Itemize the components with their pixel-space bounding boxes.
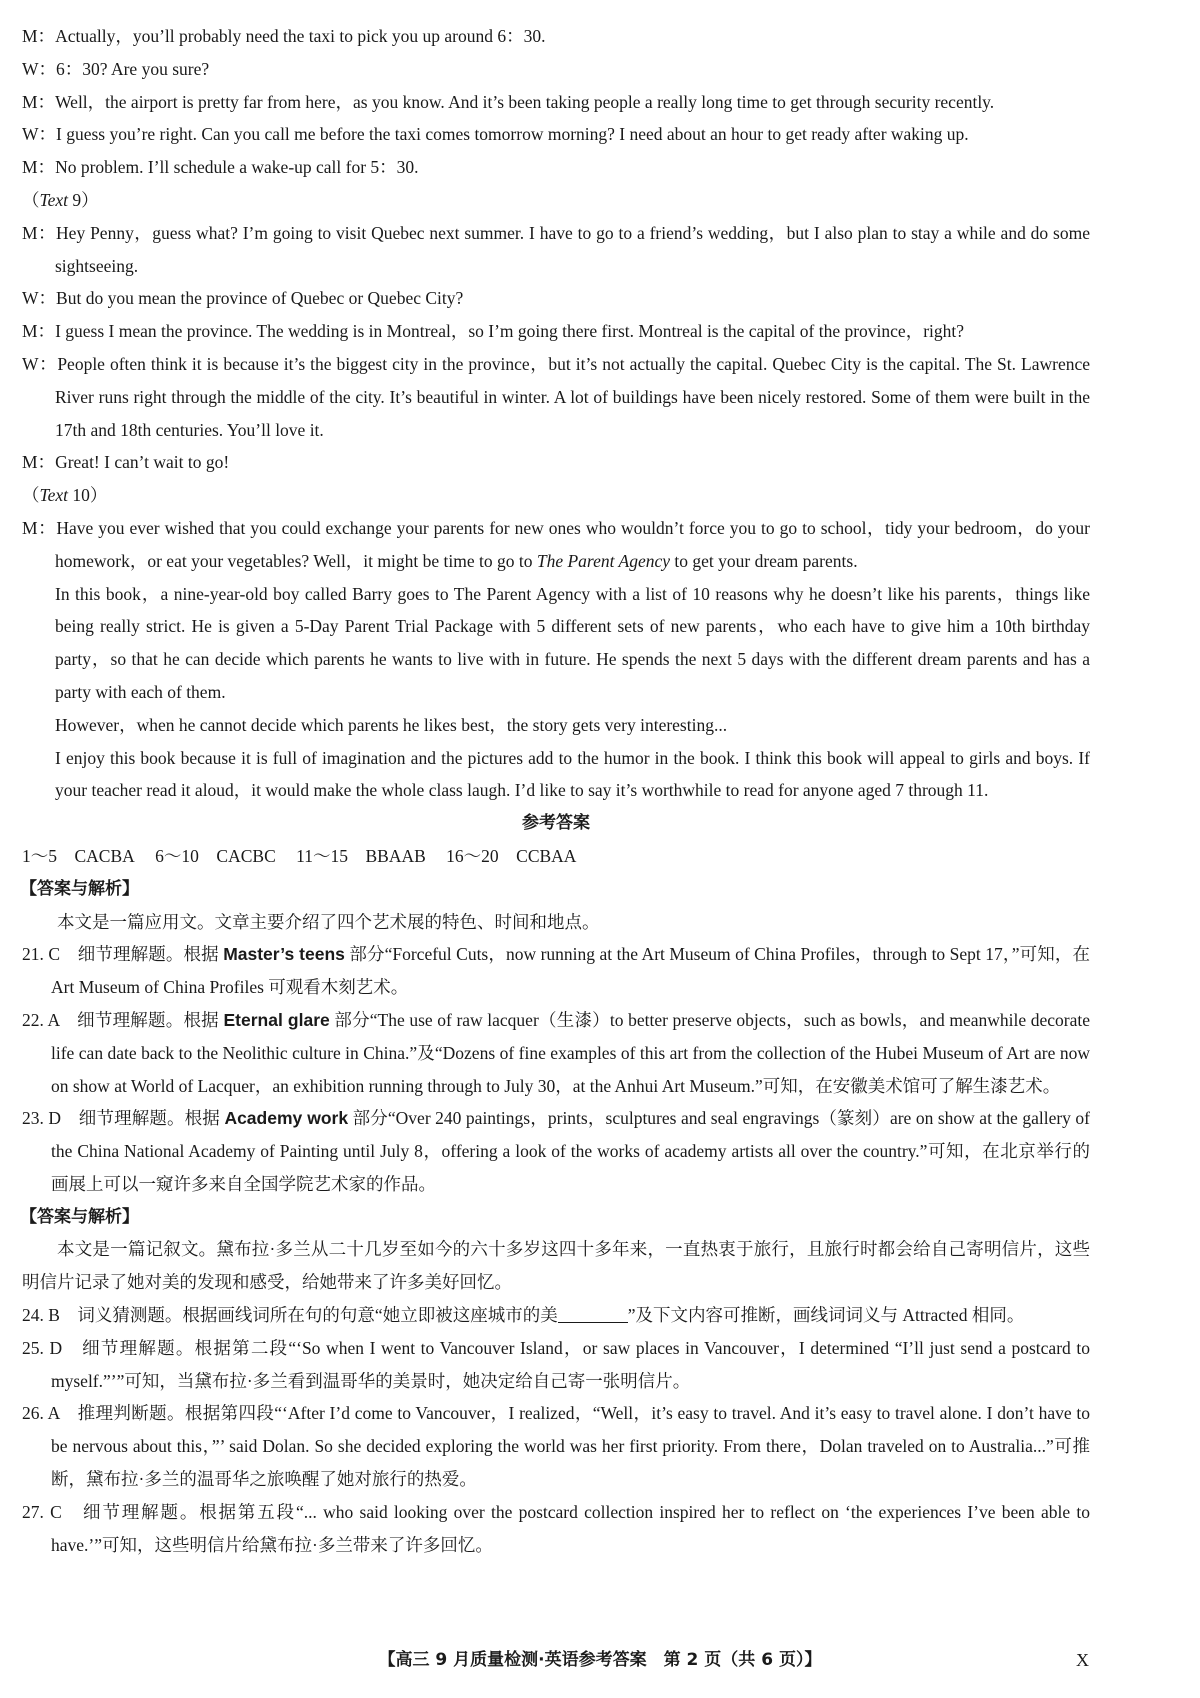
- dialogue-text: But do you mean the province of Quebec or Quebec City?: [56, 288, 464, 309]
- dialogue-line: [22, 86, 1090, 119]
- analysis-heading: 【答案与解析】: [20, 878, 139, 899]
- analysis-section-2: [22, 1201, 1090, 1562]
- analysis-intro: 本文是一篇记叙文。黛布拉·多兰从二十几岁至如今的六十多岁这四十多年来，一直热衷于旅行，且旅行时都会给自己寄明信片，这些明信片记录了她对美的发现和感受，给她带来了许多美好回忆。: [22, 1239, 1090, 1293]
- speaker-label: M：: [22, 157, 56, 178]
- item-number: 25. D: [22, 1337, 63, 1358]
- dialogue-line: [22, 348, 1090, 446]
- monologue-paragraph: However，when he cannot decide which parents he likes best，the story gets very interesting...: [55, 714, 728, 735]
- page-footer: [0, 1644, 1200, 1674]
- monologue-paragraph: M：Have you ever wished that you could exchange your parents for new ones who wouldn’t force you to go to school，tidy your bedroom，do your homework，or eat your vegetables? Well，it might be time to go to The Parent Agency to get your dream parents.: [22, 517, 1090, 571]
- dialogue-line: [22, 446, 1090, 479]
- item-number: 22. A: [22, 1009, 60, 1030]
- answer-key-group: 1～5 CACBA: [22, 845, 135, 866]
- speaker-label: M：: [22, 517, 57, 538]
- dialogue-line: [22, 282, 1090, 315]
- answer-key-page: [22, 20, 1090, 1561]
- answer-key-group: 11～15 BBAAB: [296, 845, 426, 866]
- analysis-intro: 本文是一篇应用文。文章主要介绍了四个艺术展的特色、时间和地点。: [57, 911, 600, 932]
- answers-heading: 参考答案: [522, 813, 590, 834]
- text-9-label: （Text 9）: [22, 189, 99, 210]
- analysis-item: 22. A 细节理解题。根据 Eternal glare 部分“The use of raw lacquer（生漆）to better preserve objects，such as bowls，and meanwhile decorate life can date back to the Neolithic culture in China.”及“Dozens of fine examples of this art from the collection of the Hubei Museum of Art are now on show at World of Lacquer，an exhibition running through to July 30，at the Anhui Art Museum.”可知，在安徽美术馆可了解生漆艺术。: [22, 1009, 1090, 1096]
- speaker-label: M：: [22, 222, 57, 243]
- dialogue-text: I guess you’re right. Can you call me before the taxi comes tomorrow morning? I need about an hour to get ready after waking up.: [56, 124, 969, 145]
- dialogue-text: People often think it is because it’s the biggest city in the province，but it’s not actually the capital. Quebec City is the capital. The St. Lawrence River runs right through the middle of the city. It’s beautiful in winter. A lot of buildings have been nicely restored. Some of them were built in the 17th and 18th centuries. You’ll love it.: [55, 353, 1090, 440]
- answer-key-group: 16～20 CCBAA: [446, 845, 577, 866]
- analysis-item: 21. C 细节理解题。根据 Master’s teens 部分“Forceful Cuts，now running at the Art Museum of China Profiles，through to Sept 17，”可知，在 Art Museum of China Profiles 可观看木刻艺术。: [22, 944, 1090, 998]
- answer-keys: [22, 840, 1090, 873]
- book-title: The Parent Agency: [536, 550, 670, 571]
- dialogue-line: [22, 151, 1090, 184]
- analysis-heading: 【答案与解析】: [20, 1206, 139, 1227]
- speaker-label: M：: [22, 26, 56, 46]
- item-number: 27. C: [22, 1501, 62, 1522]
- dialogue-line: [22, 315, 1090, 348]
- text-10-section: [22, 479, 1090, 807]
- dialogue-line: [22, 53, 1090, 86]
- dialogue-text: Actually，you’ll probably need the taxi to pick you up around 6：30.: [55, 26, 546, 46]
- footer-mark: X: [1076, 1650, 1089, 1670]
- speaker-label: W：: [22, 288, 57, 309]
- fill-blank: [558, 1304, 628, 1323]
- dialogue-text: I guess I mean the province. The wedding is in Montreal，so I’m going there first. Montreal is the capital of the province，right?: [55, 321, 965, 342]
- answer-key-group: 6～10 CACBC: [155, 845, 276, 866]
- item-number: 26. A: [22, 1403, 60, 1424]
- text-9-section: [22, 184, 1090, 479]
- speaker-label: W：: [22, 353, 58, 374]
- footer-text: 【高三 9 月质量检测·英语参考答案 第 2 页（共 6 页）】: [378, 1650, 822, 1670]
- speaker-label: M：: [22, 321, 56, 342]
- text-10-label: （Text 10）: [22, 485, 108, 506]
- monologue-paragraph: I enjoy this book because it is full of imagination and the pictures add to the humor in the book. I think this book will appeal to girls and boys. If your teacher read it aloud，it would make the whole class laugh. I’d like to say it’s worthwhile to read for anyone aged 7 through 11.: [55, 747, 1090, 801]
- analysis-item: 24. B 词义猜测题。根据画线词所在句的句意“她立即被这座城市的美 ”及下文内容可推断，画线词词义与 Attracted 相同。: [22, 1305, 1025, 1326]
- speaker-label: W：: [22, 58, 57, 79]
- speaker-label: M：: [22, 452, 56, 473]
- dialogue-line: [22, 20, 1090, 53]
- speaker-label: M：: [22, 91, 56, 112]
- item-number: 21. C: [22, 944, 61, 965]
- dialogue-line: [22, 118, 1090, 151]
- analysis-section-1: [22, 873, 1090, 1201]
- analysis-item: 26. A 推理判断题。根据第四段“‘After I’d come to Vancouver，I realized，“Well，it’s easy to travel. And it’s easy to travel alone. I don’t have to be nervous about this，”’ said Dolan. So she decided exploring the world was her first priority. From there，Dolan traveled on to Australia...”可推断，黛布拉·多兰的温哥华之旅唤醒了她对旅行的热爱。: [22, 1403, 1090, 1490]
- dialogue-text: Well，the airport is pretty far from here，as you know. And it’s been taking people a really long time to get through security recently.: [55, 91, 995, 112]
- item-number: 24. B: [22, 1305, 60, 1326]
- dialogue-text: Great! I can’t wait to go!: [55, 452, 230, 473]
- dialogue-text: Hey Penny，guess what? I’m going to visit Quebec next summer. I have to go to a friend’s wedding，but I also plan to stay a while and do some sightseeing.: [55, 222, 1090, 276]
- analysis-item: 25. D 细节理解题。根据第二段“‘So when I went to Vancouver Island，or saw places in Vancouver，I determined “I’ll just send a postcard to myself.”’”可知，当黛布拉·多兰看到温哥华的美景时，她决定给自己寄一张明信片。: [22, 1337, 1091, 1391]
- dialogue-line: [22, 217, 1090, 283]
- dialogue-top: [22, 20, 1090, 184]
- dialogue-text: 6：30? Are you sure?: [56, 58, 210, 79]
- analysis-item: 27. C 细节理解题。根据第五段“... who said looking over the postcard collection inspired her to reflect on ‘the experiences I’ve been able to have.’”可知，这些明信片给黛布拉·多兰带来了许多回忆。: [22, 1501, 1090, 1555]
- analysis-item: 23. D 细节理解题。根据 Academy work 部分“Over 240 paintings，prints，sculptures and seal engravings（篆刻）are on show at the gallery of the China National Academy of Painting until July 8，offering a look of the works of academy artists all over the country.”可知，在北京举行的画展上可以一窥许多来自全国学院艺术家的作品。: [22, 1108, 1091, 1194]
- item-number: 23. D: [22, 1108, 62, 1129]
- speaker-label: W：: [22, 124, 57, 145]
- dialogue-text: No problem. I’ll schedule a wake-up call for 5：30.: [55, 157, 419, 178]
- monologue-paragraph: In this book，a nine-year-old boy called Barry goes to The Parent Agency with a list of 10 reasons why he doesn’t like his parents，things like being really strict. He is given a 5-Day Parent Trial Package with 5 different sets of new parents，who each have to give him a 10th birthday party，so that he can decide which parents he wants to live with in future. He spends the next 5 days with the different dream parents and has a party with each of them.: [55, 583, 1090, 702]
